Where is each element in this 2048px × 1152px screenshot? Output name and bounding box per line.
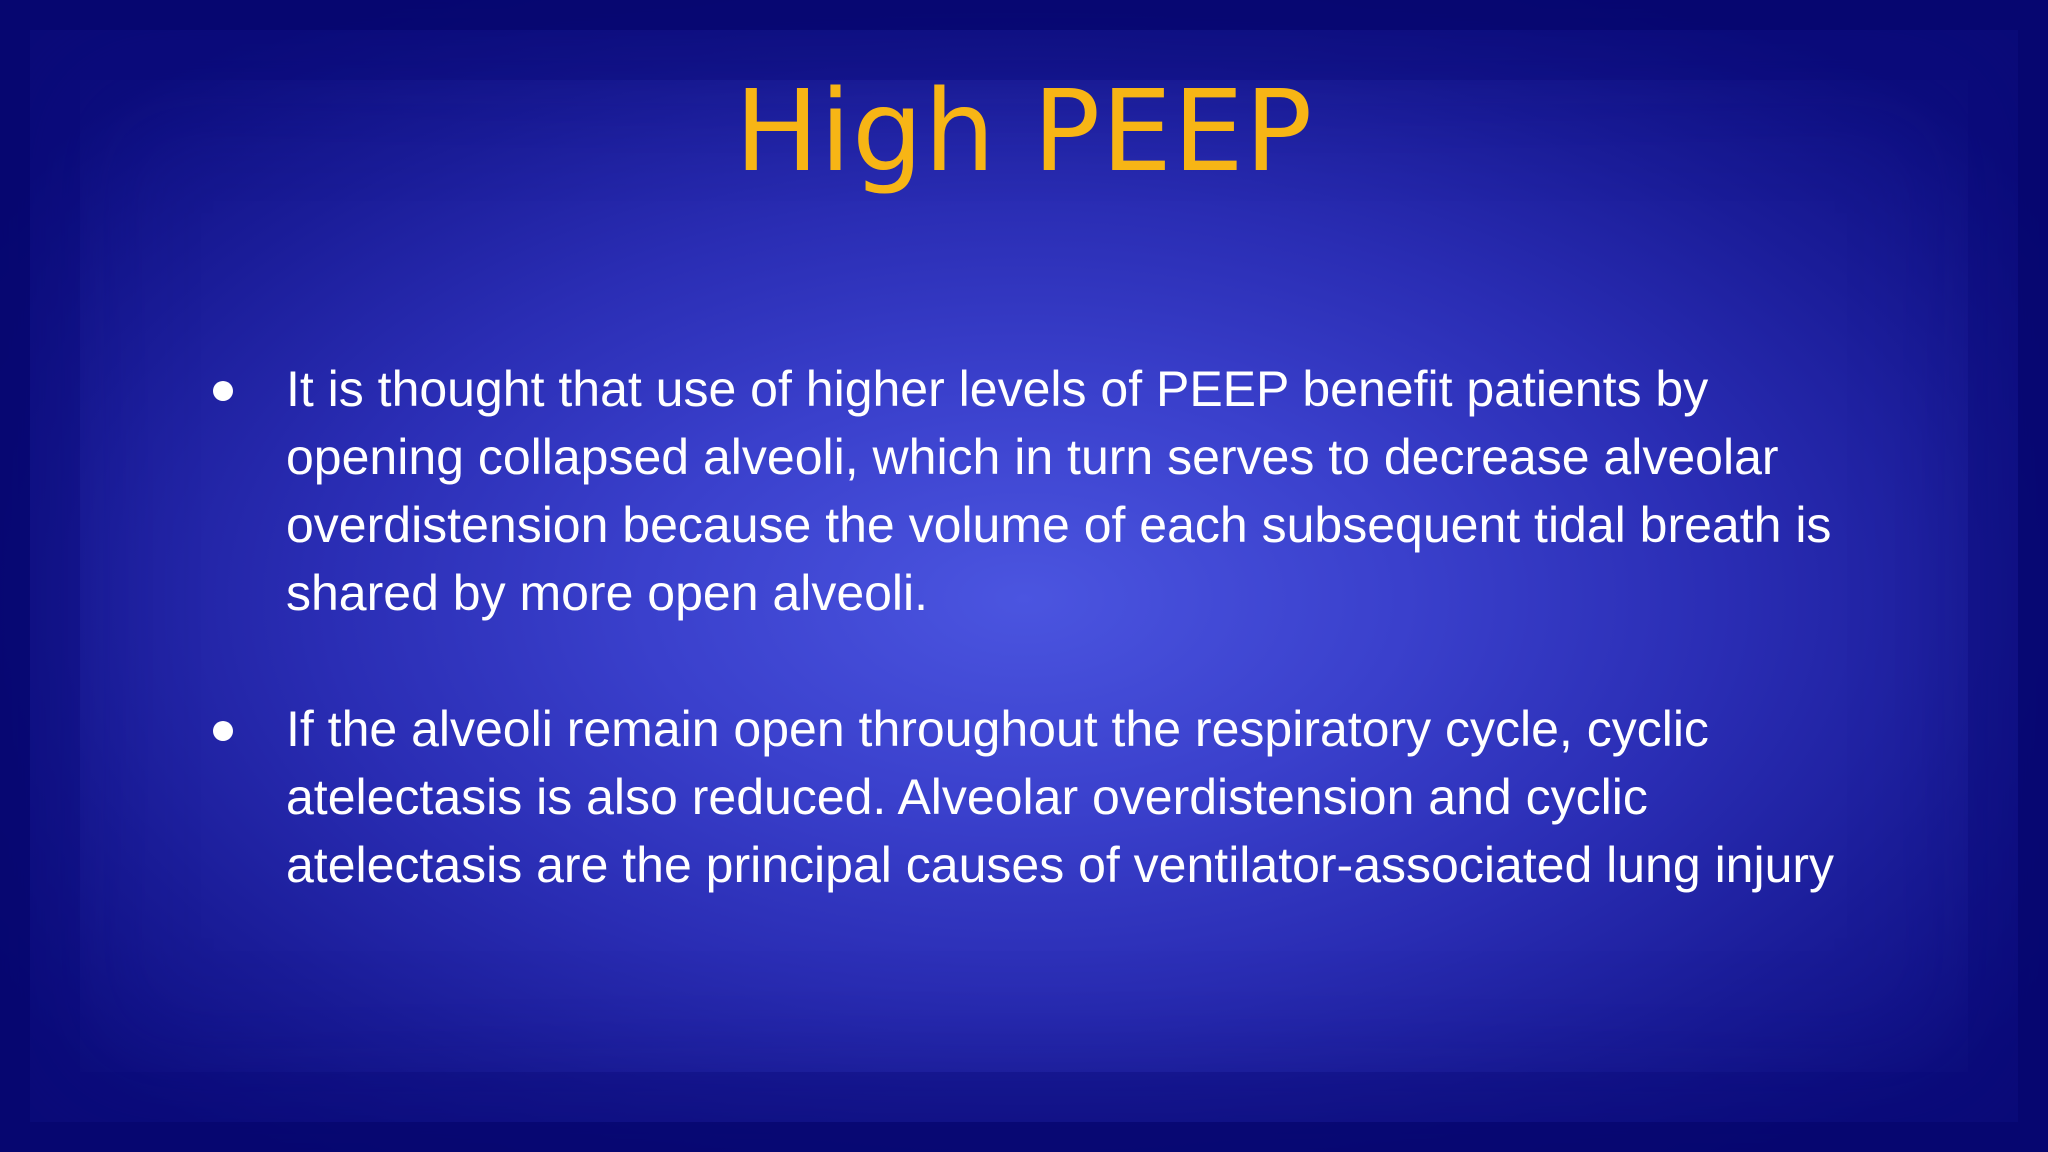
slide-title: High PEEP: [734, 67, 1314, 197]
bullet-dot-icon: [213, 381, 233, 401]
bullet-text: It is thought that use of higher levels of PEEP benefit patients by opening collapsed alveoli, which in turn serves to decrease alveolar overdistension because the volume of each subsequent tidal breath is shared by more open alveoli.: [286, 361, 1832, 621]
bullet-item: [200, 695, 1880, 899]
bullet-list: [200, 355, 1880, 967]
bullet-dot-icon: [213, 721, 233, 741]
bullet-item: [200, 355, 1880, 627]
bullet-text: If the alveoli remain open throughout the respiratory cycle, cyclic atelectasis is also reduced. Alveolar overdistension and cyclic atelectasis are the principal causes of ventilator-associated lung injury: [286, 701, 1835, 893]
